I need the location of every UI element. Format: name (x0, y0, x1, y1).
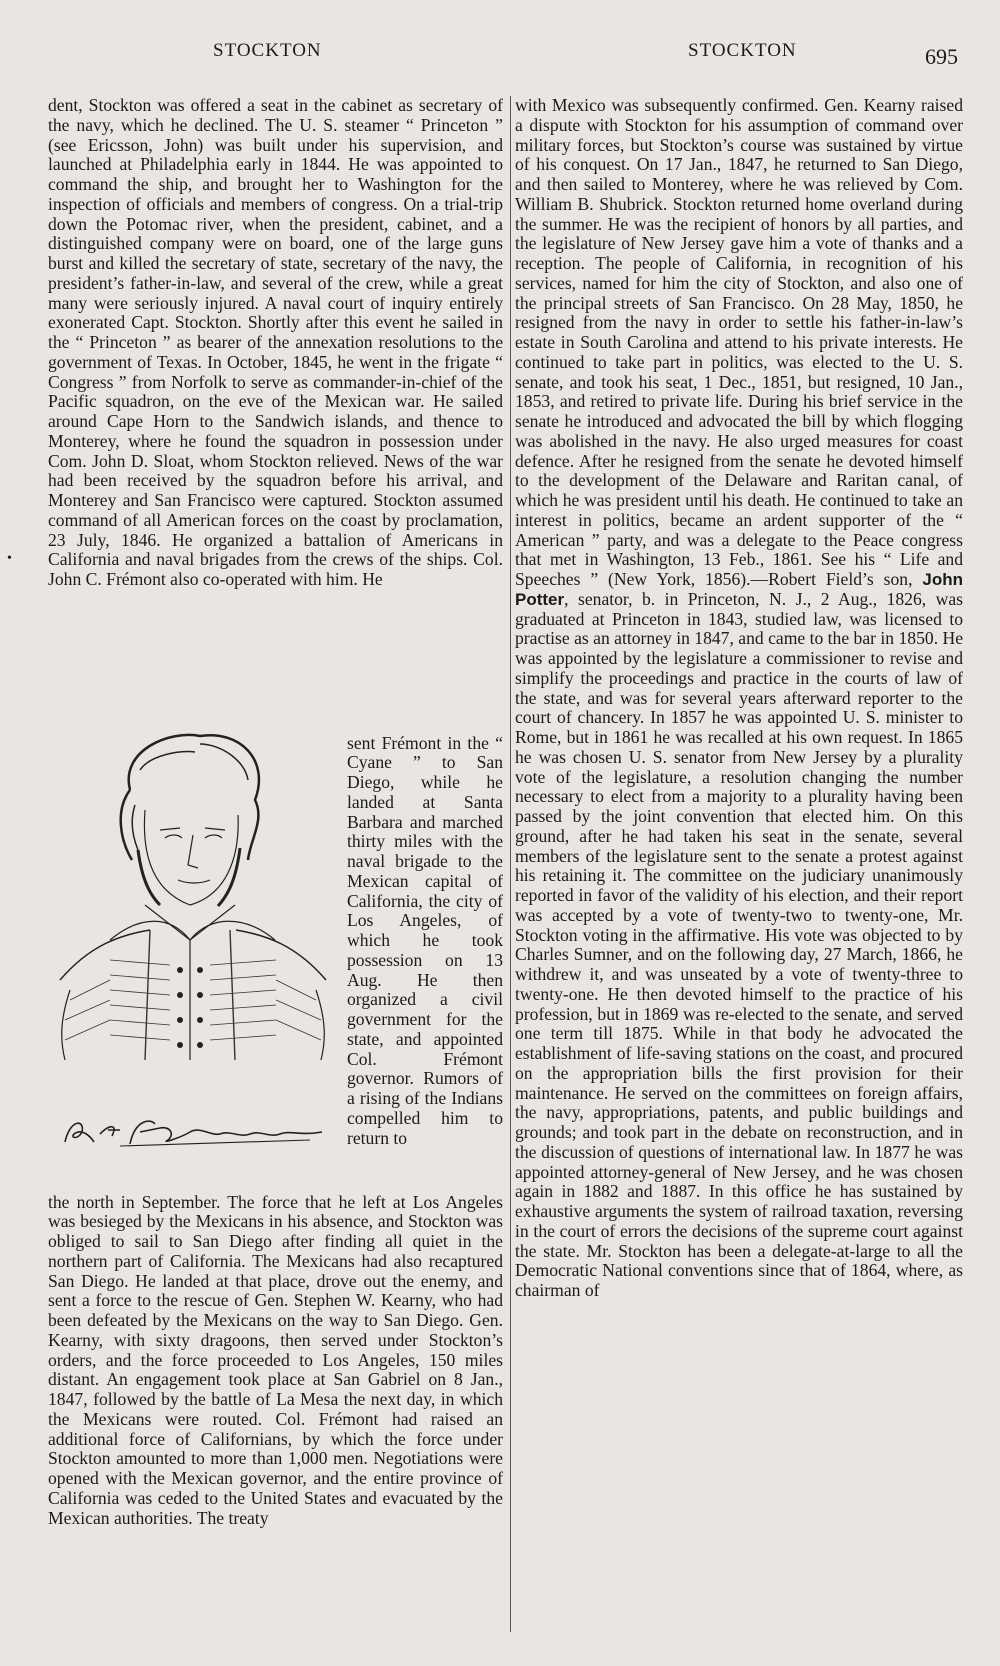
page-number: 695 (925, 44, 958, 69)
margin-mark: • (7, 551, 12, 566)
portrait-engraving (50, 730, 336, 1060)
left-top-paragraph: dent, Stockton was offered a seat in the cabinet as secretary of the navy, which he declined. The U. S. steamer “ Princeton ” (see Ericsson, John) was built under his supervision, and launched at Philadelphia early in 1844. He was appointed to command the ship, and brought her to Washington for the inspection of officials and members of congress. On a trial-trip down the Potomac river, when the president, cabinet, and a distinguished company were on board, one of the large guns burst and killed the secretary of state, secretary of the navy, the president’s father-in-law, and several of the crew, while a great many were seriously injured. A naval court of inquiry entirely exonerated Capt. Stockton. Shortly after this event he sailed in the “ Princeton ” as bearer of the annexation resolutions to the government of Texas. In October, 1845, he went in the frigate “ Congress ” from Norfolk to serve as commander-in-chief of the Pacific squadron, on the eve of the Mexican war. He sailed around Cape Horn to the Sandwich islands, and thence to Monterey, where he found the squadron in possession under Com. John D. Sloat, whom Stockton relieved. News of the war had been received by the squadron before his arrival, and Monterey and San Francisco were captured. Stockton assumed command of all American forces on the coast by proclamation, 23 July, 1846. He organized a battalion of Americans in California and naval brigades from the crews of the ships. Col. John C. Frémont also co-operated with him. He (48, 95, 503, 589)
left-wrap-paragraph: sent Frémont in the “ Cyane ” to San Diego, while he landed at Santa Barbara and marched thirty miles with the naval brigade to the Mexican capital of California, the city of Los Angeles, of which he took possession on 13 Aug. He then organized a civil government for the state, and appointed Col. Frémont governor. Rumors of a rising of the Indians compelled him to return to (347, 732, 503, 1148)
right-column (515, 96, 963, 1301)
left-column-top (48, 96, 503, 590)
column-divider (510, 96, 511, 1632)
signature-label: R. F. Stockton (60, 1114, 66, 1115)
left-wrap-text (347, 716, 503, 1166)
running-head-left: STOCKTON (213, 40, 322, 61)
signature-image (60, 1114, 330, 1150)
right-text-before: with Mexico was subsequently confirmed. Gen. Kearny raised a dispute with Stockton for his assumption of command over military forces, but Stockton’s course was sustained by virtue of his conquest. On 17 Jan., 1847, he returned to San Diego, and then sailed to Monterey, where he was relieved by Com. William B. Shubrick. Stockton returned home overland during the summer. He was the recipient of honors by all parties, and the legislature of New Jersey gave him a vote of thanks and a reception. The people of California, in recognition of his services, named for him the city of Stockton, and also one of the principal streets of San Francisco. On 28 May, 1850, he resigned from the navy in order to settle his father-in-law’s estate in South Carolina and attend to his private interests. He continued to take part in politics, was elected to the U. S. senate, and took his seat, 1 Dec., 1851, but resigned, 10 Jan., 1853, and retired to private life. During his brief service in the senate he introduced and advocated the bill by which flogging was abolished in the navy. He also urged measures for coast defence. After he resigned from the senate he devoted himself to the development of the Delaware and Raritan canal, of which he was president until his death. He continued to take an interest in politics, became an ardent supporter of the “ American ” party, and was a delegate to the Peace congress that met in Washington, 13 Feb., 1861. See his “ Life and Speeches ” (New York, 1856).—Robert Field’s son, (515, 95, 963, 589)
left-bottom-paragraph: the north in September. The force that he left at Los Angeles was besieged by the Mexicans in his absence, and Stockton was obliged to sail to San Diego after finding all quiet in the northern part of California. The Mexicans had also recaptured San Diego. He landed at that place, drove out the enemy, and sent a force to the rescue of Gen. Stephen W. Kearny, who had been defeated by the Mexicans on the way to San Diego. Gen. Kearny, with sixty dragoons, then served under Stockton’s orders, and the force proceeded to Los Angeles, 150 miles distant. An engagement took place at San Gabriel on 8 Jan., 1847, followed by the battle of La Mesa the next day, in which the Mexicans were routed. Col. Frémont had raised an additional force of Californians, by which the force under Stockton amounted to more than 1,000 men. Negotiations were opened with the Mexican governor, and the entire province of California was ceded to the United States and evacuated by the Mexican authorities. The treaty (48, 1191, 503, 1528)
left-column-bottom (48, 1175, 503, 1546)
entry-name-john-potter: John Potter (515, 570, 963, 609)
running-head-right: STOCKTON (688, 40, 797, 61)
right-paragraph (515, 96, 963, 1301)
right-text-after: , senator, b. in Princeton, N. J., 2 Aug., 1826, was graduated at Princeton in 1843, studied law, was licensed to practise as an attorney in 1847, and came to the bar in 1850. He was appointed by the legislature a commissioner to revise and simplify the proceedings and practice in the courts of law of the state, and was for several years afterward reporter to the court of chancery. In 1857 he was appointed U. S. minister to Rome, but in 1861 he was recalled at his own request. In 1865 he was chosen U. S. senator from New Jersey by a plurality vote of the legislature, a resolution changing the number necessary to elect from a majority to a plurality having been passed by the joint convention that elected him. On this ground, after he had taken his seat in the senate, several members of the legislature sent to the senate a protest against his retaining it. The committee on the judiciary unanimously reported in favor of the validity of his election, and their report was accepted by a vote of twenty-two to twenty-one, Mr. Stockton voting in the affirmative. His vote was objected to by Charles Sumner, and on the following day, 27 March, 1866, he withdrew it, and was unseated by a vote of twenty-three to twenty-one. He then devoted himself to the practice of his profession, but in 1869 was re-elected to the senate, and served one term till 1875. While in that body he advocated the establishment of life-saving stations on the coast, and procured on the appropriation bills the first provision for their maintenance. He served on the committees on foreign affairs, the navy, appropriations, patents, and public buildings and grounds; and took part in the debate on reconstruction, and in the discussion of questions of international law. In 1877 he was appointed attorney-general of New Jersey, and he was chosen again in 1882 and 1887. In this office he has sustained by exhaustive arguments the system of railroad taxation, reversing in the court of errors the decisions of the supreme court against the state. Mr. Stockton has been a delegate-at-large to all the Democratic National conventions since that of 1864, where, as chairman of (515, 588, 964, 1300)
